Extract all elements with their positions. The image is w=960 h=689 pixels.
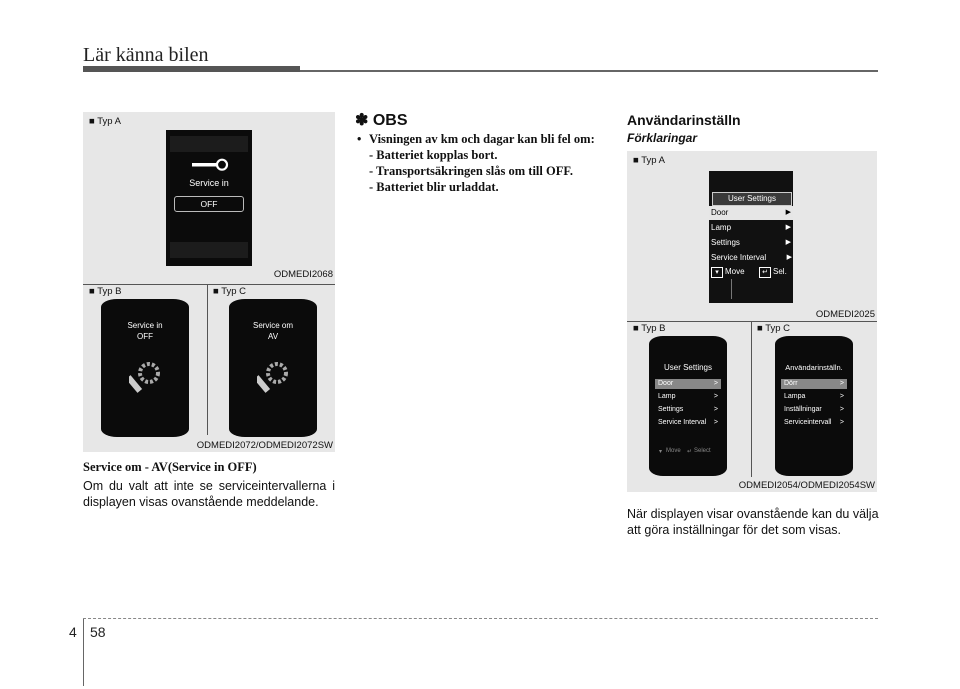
chevron-right-icon: >: [713, 419, 718, 426]
figure-type-bc-left: [83, 285, 335, 452]
settings-header: [712, 192, 792, 206]
menu-item-lamp[interactable]: [655, 392, 721, 402]
divider: [751, 322, 752, 477]
figure-code: ODMEDI2068: [273, 269, 333, 280]
nav-hint: [659, 448, 719, 458]
nav-hint: [709, 266, 793, 278]
chevron-right-icon: >: [839, 380, 844, 387]
service-in-text: Service in: [127, 321, 163, 330]
left-body-text: Om du valt att inte se serviceintervallerna i displayen visas ovanstående meddelande.: [83, 479, 335, 509]
menu-item-installningar[interactable]: [781, 405, 847, 415]
select-label: Select: [694, 448, 711, 454]
sel-label: Sel.: [773, 267, 787, 276]
chevron-right-icon: >: [839, 406, 844, 413]
footer-rule: [83, 618, 878, 619]
obs-note: [355, 131, 607, 195]
chevron-right-icon: >: [713, 393, 718, 400]
menu-item-dorr[interactable]: [781, 379, 847, 389]
menu-item-label: Settings: [711, 238, 740, 247]
figure-caption: Service om - AV(Service in OFF): [83, 460, 257, 474]
type-a-label: ■ Typ A: [633, 155, 665, 166]
chevron-right-icon: >: [713, 380, 718, 387]
chevron-right-icon: >: [839, 393, 844, 400]
chevron-right-icon: >: [713, 406, 718, 413]
menu-item-settings[interactable]: [709, 236, 793, 250]
scrollbar: [731, 279, 732, 299]
display-screen-a: [709, 171, 793, 303]
menu-item-door[interactable]: [709, 206, 793, 220]
header-rule: [300, 70, 878, 72]
section-title: Användarinställn: [627, 112, 741, 128]
figure-type-a-right: [627, 151, 877, 321]
service-om-text: Service om: [252, 321, 293, 330]
menu-item-label: Service Interval: [658, 419, 707, 426]
figure-code: ODMEDI2054/ODMEDI2054SW: [738, 480, 875, 491]
ghost-text-bottom: [170, 242, 248, 258]
type-a-label: ■ Typ A: [89, 116, 121, 127]
down-icon: ▾: [659, 449, 663, 455]
obs-line-2: - Batteriet kopplas bort.: [369, 148, 498, 162]
menu-item-serviceintervall[interactable]: [781, 418, 847, 428]
ghost-text-top: [170, 136, 248, 152]
obs-line-4: - Batteriet blir urladdat.: [369, 180, 499, 194]
av-text: AV: [267, 332, 279, 341]
arrow-right-icon: ▶: [786, 254, 792, 261]
menu-item-label: Service Interval: [711, 253, 767, 262]
header-bar: [83, 66, 300, 72]
type-b-label: ■ Typ B: [633, 323, 666, 334]
type-c-label: ■ Typ C: [213, 286, 247, 297]
enter-icon: ↵: [687, 449, 693, 455]
menu-item-label: Lamp: [658, 393, 676, 400]
menu-item-settings[interactable]: [655, 405, 721, 415]
bullet: •: [357, 132, 362, 146]
menu-item-label: Lampa: [784, 393, 806, 400]
down-icon: ▾: [711, 267, 723, 278]
off-box: [174, 196, 244, 212]
arrow-right-icon: ▶: [785, 224, 791, 231]
menu-item-lamp[interactable]: [709, 221, 793, 235]
wrench-icon: [190, 158, 230, 172]
arrow-right-icon: ▶: [785, 239, 791, 246]
menu-item-label: Door: [658, 380, 674, 387]
type-b-label: ■ Typ B: [89, 286, 122, 297]
chapter-number: 4: [69, 624, 77, 640]
section-subtitle: Förklaringar: [627, 131, 698, 145]
display-screen-b: [649, 336, 727, 476]
figure-type-a-left: [83, 112, 335, 284]
off-text: OFF: [200, 199, 218, 209]
menu-item-lampa[interactable]: [781, 392, 847, 402]
service-in-text: Service in: [189, 178, 229, 188]
page-number: 58: [90, 624, 106, 640]
settings-header-text: Användarinställn.: [785, 363, 843, 372]
obs-line-1: Visningen av km och dagar kan bli fel om:: [369, 132, 595, 146]
footer-divider: [83, 618, 84, 686]
menu-item-label: Inställningar: [784, 406, 822, 413]
display-screen-c: [229, 299, 317, 437]
wrench-gear-icon: [129, 359, 161, 395]
menu-item-label: Settings: [658, 406, 684, 413]
settings-header-text: User Settings: [727, 194, 777, 203]
menu-item-label: Lamp: [711, 223, 732, 232]
page-header-title: Lär känna bilen: [83, 44, 209, 66]
move-label: Move: [725, 267, 745, 276]
settings-header-text: User Settings: [663, 363, 713, 372]
divider: [207, 285, 208, 435]
display-screen-b: [101, 299, 189, 437]
chevron-right-icon: >: [839, 419, 844, 426]
menu-item-label: Door: [711, 208, 729, 217]
arrow-right-icon: ▶: [785, 209, 791, 216]
menu-item-service-interval[interactable]: [655, 418, 721, 428]
wrench-gear-icon: [257, 359, 289, 395]
obs-line-3: - Transportsäkringen slås om till OFF.: [369, 164, 573, 178]
menu-item-label: Serviceintervall: [784, 419, 832, 426]
figure-code: ODMEDI2072/ODMEDI2072SW: [196, 440, 333, 451]
obs-title: ✽ OBS: [355, 112, 408, 129]
enter-icon: ↵: [759, 267, 771, 278]
display-screen-a: [166, 130, 252, 266]
menu-item-service-interval[interactable]: [709, 251, 793, 265]
menu-item-door[interactable]: [655, 379, 721, 389]
move-label: Move: [666, 448, 681, 454]
off-text: OFF: [137, 332, 153, 341]
menu-item-label: Dörr: [784, 380, 798, 387]
figure-code: ODMEDI2025: [815, 309, 875, 320]
type-c-label: ■ Typ C: [757, 323, 791, 334]
display-screen-c: [775, 336, 853, 476]
figure-type-bc-right: [627, 322, 877, 492]
right-body-text: När displayen visar ovanstående kan du välja att göra inställningar för det som visas.: [627, 507, 879, 537]
